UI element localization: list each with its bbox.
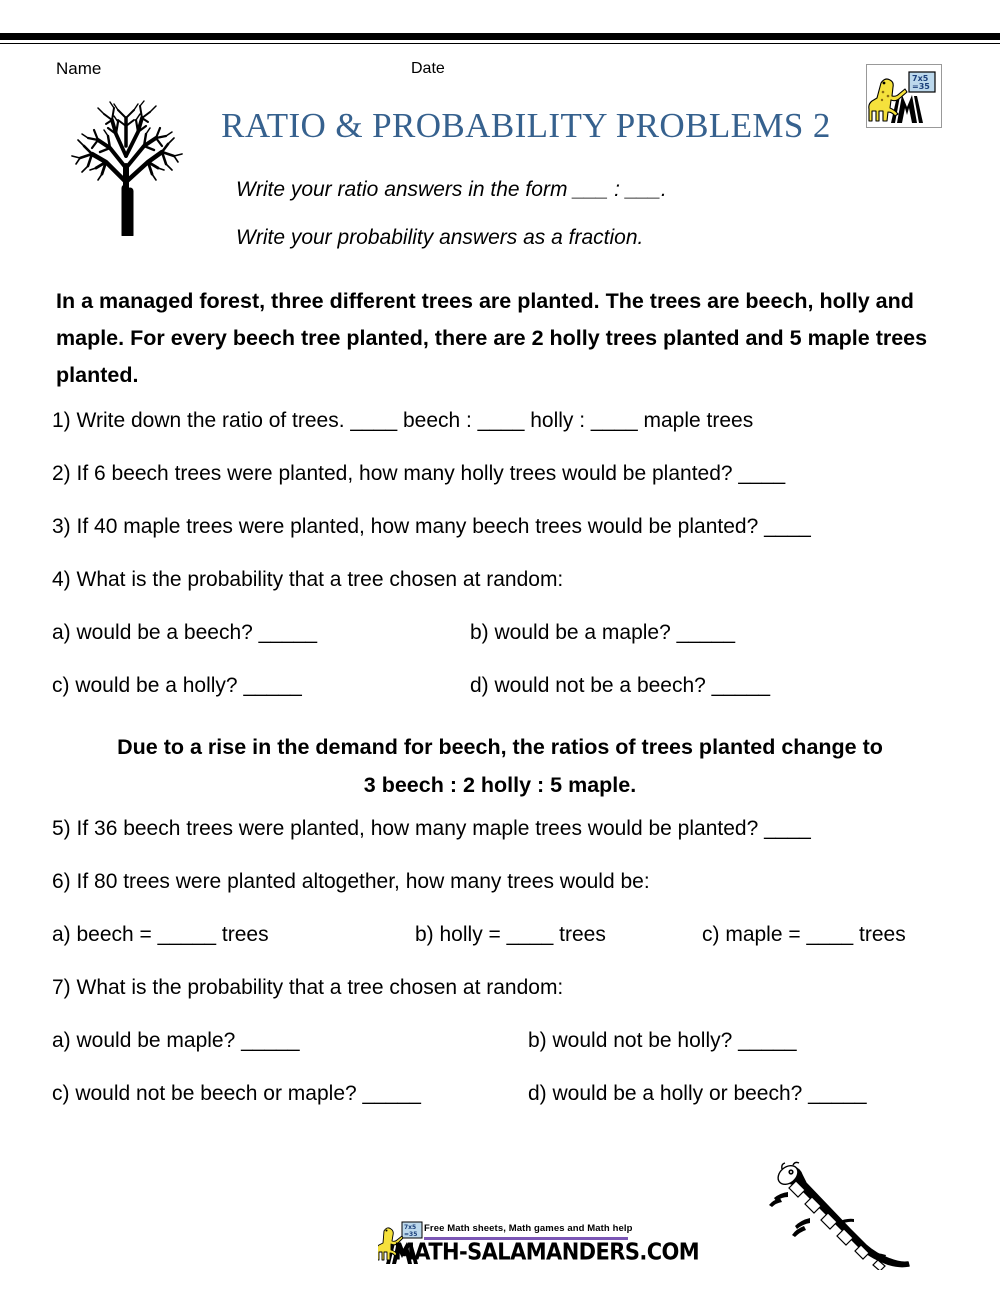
question-4: 4) What is the probability that a tree chosen at random: (52, 568, 564, 591)
page-title: RATIO & PROBABILITY PROBLEMS 2 (221, 106, 831, 145)
logo-board-line1: 7x5 (912, 74, 929, 83)
footer-board-line2: =35 (404, 1231, 418, 1238)
bare-tree-artwork (62, 96, 192, 236)
question-4c: c) would be a holly? _____ (52, 674, 302, 697)
footer-tagline: Free Math sheets, Math games and Math help (424, 1223, 633, 1234)
question-4a: a) would be a beech? _____ (52, 621, 318, 644)
question-7d: d) would be a holly or beech? _____ (528, 1082, 867, 1105)
ratio-change-line1: Due to a rise in the demand for beech, the ratios of trees planted change to (117, 735, 883, 759)
ratio-change-block (50, 728, 950, 804)
question-5: 5) If 36 beech trees were planted, how many maple trees would be planted? ____ (52, 817, 811, 840)
logo-artwork (867, 65, 941, 127)
footer-domain: MATH-SALAMANDERS.COM (394, 1238, 700, 1265)
question-7b: b) would not be holly? _____ (528, 1029, 797, 1052)
ratio-change-line2: 3 beech : 2 holly : 5 maple. (363, 773, 637, 797)
name-label: Name (56, 59, 102, 78)
footer-board-line1: 7x5 (404, 1224, 417, 1231)
question-7a: a) would be maple? _____ (52, 1029, 300, 1052)
top-border-thin-rule (0, 43, 1000, 44)
instruction-probability-format: Write your probability answers as a fraction. (236, 226, 644, 249)
question-4b: b) would be a maple? _____ (470, 621, 736, 644)
footer-branding (378, 1218, 700, 1270)
question-7: 7) What is the probability that a tree chosen at random: (52, 976, 564, 999)
problem-intro: In a managed forest, three different trees are planted. The trees are beech, holly and maple. For every beech tree planted, there are 2 holly trees planted and 5 maple trees planted. (56, 289, 928, 387)
question-2: 2) If 6 beech trees were planted, how many holly trees would be planted? ____ (52, 462, 786, 485)
question-7c: c) would not be beech or maple? _____ (52, 1082, 421, 1105)
question-3: 3) If 40 maple trees were planted, how many beech trees would be planted? ____ (52, 515, 811, 538)
question-6c: c) maple = ____ trees (702, 923, 906, 946)
date-label: Date (411, 60, 445, 77)
question-6: 6) If 80 trees were planted altogether, how many trees would be: (52, 870, 650, 893)
question-6a: a) beech = _____ trees (52, 923, 269, 946)
salamander-artwork (766, 1148, 938, 1270)
logo-board-line2: =35 (912, 82, 930, 91)
top-border-rule (0, 33, 1000, 40)
instruction-ratio-format: Write your ratio answers in the form ___ : ___. (236, 178, 667, 201)
question-1: 1) Write down the ratio of trees. ____ beech : ____ holly : ____ maple trees (52, 409, 754, 432)
salamander-decoration-icon (766, 1148, 938, 1270)
question-4d: d) would not be a beech? _____ (470, 674, 771, 697)
bare-tree-icon (62, 96, 192, 236)
math-salamanders-logo (866, 64, 942, 128)
question-6b: b) holly = ____ trees (415, 923, 606, 946)
